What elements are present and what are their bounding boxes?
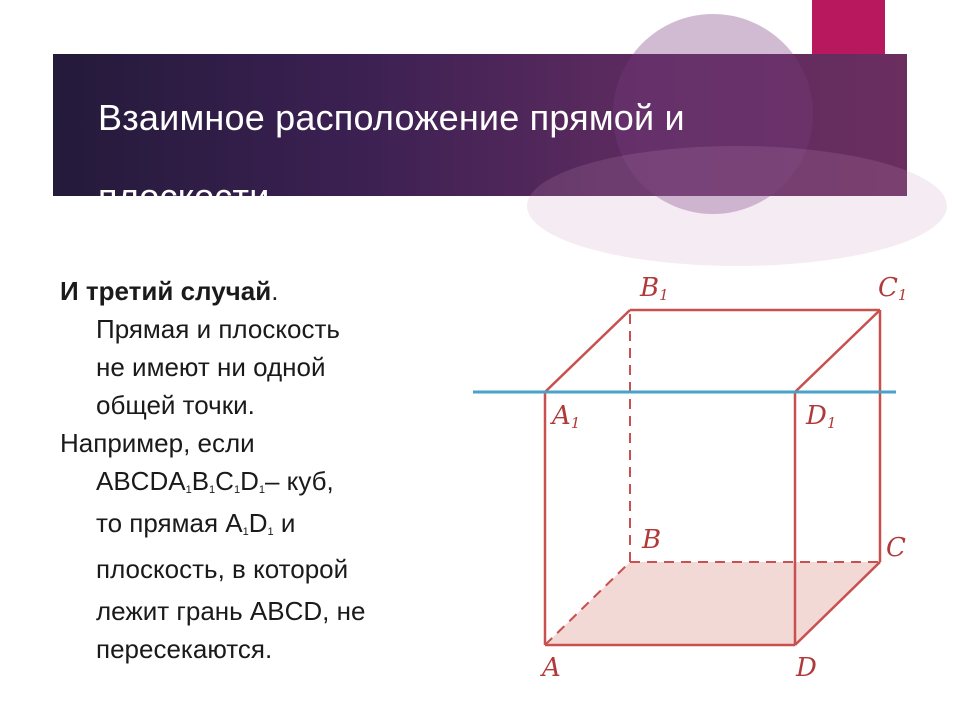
slide-title-line2: плоскости bbox=[98, 176, 270, 217]
cube-text-b: B bbox=[191, 466, 210, 496]
line6-a: то прямая А bbox=[96, 508, 243, 538]
body-line-9: пересекаются. bbox=[96, 634, 273, 664]
body-lead-bold: И третий случай bbox=[60, 276, 272, 306]
body-line-1: Прямая и плоскость bbox=[96, 314, 340, 344]
body-line-3: общей точки. bbox=[96, 390, 255, 420]
label-A1: A1 bbox=[552, 401, 581, 432]
slide-title-line1: Взаимное расположение прямой и bbox=[98, 97, 685, 138]
body-lead bbox=[60, 272, 460, 310]
body-line-cube bbox=[60, 462, 460, 500]
line6-d: D bbox=[248, 508, 268, 538]
label-C1: C1 bbox=[878, 273, 908, 304]
label-D: D bbox=[796, 653, 817, 683]
label-C: C bbox=[886, 533, 906, 563]
label-B1: B1 bbox=[640, 273, 669, 304]
body-line-2: не имеют ни одной bbox=[96, 352, 326, 382]
line6-tail: и bbox=[273, 508, 296, 538]
edge-D1-C1 bbox=[795, 310, 880, 392]
sub-1: 1 bbox=[267, 526, 274, 538]
cube-text-c: C bbox=[215, 466, 234, 496]
sub-1: 1 bbox=[209, 484, 216, 496]
cube-text-d: D bbox=[240, 466, 259, 496]
cube-base-face bbox=[545, 562, 880, 645]
label-B: B bbox=[642, 525, 662, 555]
cube-text-a: ABCDA bbox=[96, 466, 186, 496]
title-banner bbox=[53, 54, 907, 217]
body-lead-dot: . bbox=[271, 276, 279, 306]
sub-1: 1 bbox=[258, 484, 265, 496]
edge-A1-B1 bbox=[545, 310, 630, 392]
cube-diagram bbox=[460, 260, 920, 700]
body-line-6 bbox=[60, 500, 460, 546]
sub-1: 1 bbox=[242, 526, 249, 538]
body-line-4: Например, если bbox=[60, 428, 255, 458]
slide-title bbox=[98, 78, 818, 236]
sub-1: 1 bbox=[185, 484, 192, 496]
sub-1: 1 bbox=[233, 484, 241, 496]
body-line-7: плоскость, в которой bbox=[96, 554, 349, 584]
label-A: A bbox=[542, 653, 561, 683]
label-D1: D1 bbox=[806, 401, 837, 432]
body-text bbox=[60, 272, 460, 668]
body-line-8: лежит грань ABCD, не bbox=[96, 596, 366, 626]
cube-text-tail: – куб, bbox=[264, 466, 334, 496]
